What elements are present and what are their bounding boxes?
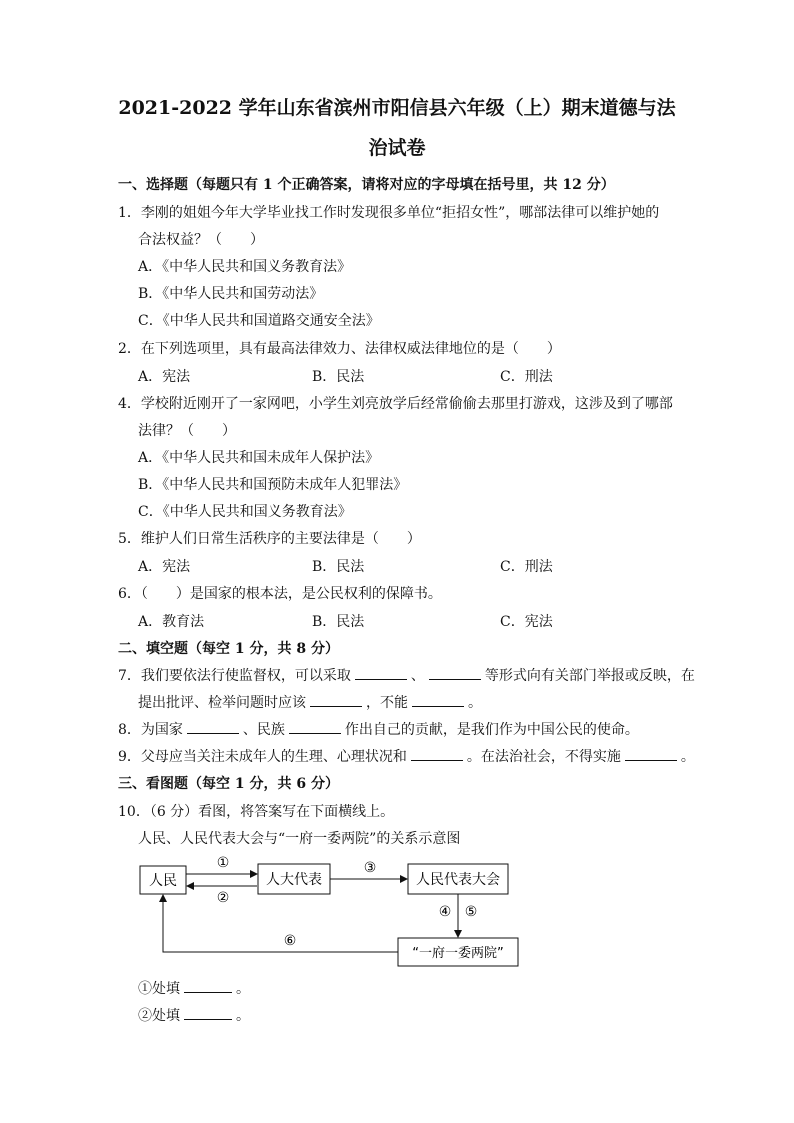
q7-text-2: 、 — [410, 668, 425, 684]
exam-title-line2: 治试卷 — [368, 137, 426, 159]
box-people-label: 人民 — [149, 873, 177, 889]
box-deputies-label: 人大代表 — [266, 872, 322, 888]
q9-blank-1[interactable] — [411, 748, 463, 761]
q7-blank-3[interactable] — [310, 694, 362, 707]
answer-2-period: 。 — [236, 1008, 250, 1024]
q6-option-a: A．教育法 — [138, 614, 205, 630]
q8-text-1: 8．为国家 — [118, 722, 183, 738]
q5-option-a: A．宪法 — [138, 559, 191, 575]
q1-stem-line1: 1．李刚的姐姐今年大学毕业找工作时发现很多单位“拒招女性”，哪部法律可以维护她的 — [118, 205, 660, 221]
q4-option-b: B．《中华人民共和国预防未成年人犯罪法》 — [138, 477, 408, 493]
q8-blank-1[interactable] — [187, 721, 239, 734]
label-2: ② — [216, 890, 230, 906]
q6-option-b: B．民法 — [312, 614, 365, 630]
label-4: ④ — [438, 904, 452, 920]
q7-blank-2[interactable] — [429, 667, 481, 680]
answer-1-period: 。 — [236, 981, 250, 997]
label-5: ⑤ — [464, 904, 478, 920]
q7-text-6: 。 — [468, 695, 482, 711]
answer-line-2 — [138, 1005, 250, 1025]
section2-heading: 二、填空题（每空 1 分，共 8 分） — [118, 641, 339, 657]
box-congress-label: 人民代表大会 — [416, 872, 500, 888]
section3-heading: 三、看图题（每空 1 分，共 6 分） — [118, 776, 339, 792]
diagram-caption: 人民、人民代表大会与“一府一委两院”的关系示意图 — [138, 831, 461, 847]
answer-1-blank[interactable] — [184, 980, 232, 993]
q1-option-b: B．《中华人民共和国劳动法》 — [138, 286, 324, 302]
answer-1-label: ①处填 — [138, 981, 180, 997]
q4-stem-line1: 4．学校附近刚开了一家网吧，小学生刘亮放学后经常偷偷去那里打游戏，这涉及到了哪部 — [118, 396, 673, 412]
label-6: ⑥ — [283, 933, 297, 949]
q9-line — [118, 746, 695, 766]
q2-option-a: A．宪法 — [138, 369, 191, 385]
box-government-label: “一府一委两院” — [412, 946, 504, 961]
q7-line1 — [118, 665, 695, 685]
q1-option-a: A．《中华人民共和国义务教育法》 — [138, 259, 352, 275]
q9-text-1: 9．父母应当关注未成年人的生理、心理状况和 — [118, 749, 407, 765]
q7-text-3: 等形式向有关部门举报或反映，在 — [484, 668, 695, 684]
q8-blank-2[interactable] — [289, 721, 341, 734]
q9-text-2: 。在法治社会，不得实施 — [466, 749, 621, 765]
arrow-government-to-people — [163, 895, 398, 952]
q7-text-1: 7．我们要依法行使监督权，可以采取 — [118, 668, 351, 684]
answer-2-blank[interactable] — [184, 1007, 232, 1020]
q4-option-a: A．《中华人民共和国未成年人保护法》 — [138, 450, 380, 466]
q7-line2 — [138, 692, 482, 712]
q4-stem-line2: 法律？（ ） — [138, 423, 236, 439]
q2-option-b: B．民法 — [312, 369, 365, 385]
q5-option-c: C．刑法 — [500, 559, 553, 575]
relationship-diagram — [130, 850, 530, 975]
answer-2-label: ②处填 — [138, 1008, 180, 1024]
q7-blank-4[interactable] — [412, 694, 464, 707]
q7-text-4: 提出批评、检举问题时应该 — [138, 695, 306, 711]
q7-blank-1[interactable] — [355, 667, 407, 680]
q2-option-c: C．刑法 — [500, 369, 553, 385]
label-1: ① — [216, 855, 230, 871]
q10-stem: 10．（6 分）看图，将答案写在下面横线上。 — [118, 804, 395, 820]
q5-stem: 5．维护人们日常生活秩序的主要法律是（ ） — [118, 531, 421, 547]
q7-text-5: ，不能 — [366, 695, 408, 711]
q8-line — [118, 719, 639, 739]
q2-stem: 2．在下列选项里，具有最高法律效力、法律权威法律地位的是（ ） — [118, 341, 561, 357]
q6-option-c: C．宪法 — [500, 614, 553, 630]
q9-text-3: 。 — [680, 749, 695, 765]
section1-heading: 一、选择题（每题只有 1 个正确答案，请将对应的字母填在括号里，共 12 分） — [118, 177, 615, 193]
q9-blank-2[interactable] — [625, 748, 677, 761]
q8-text-3: 作出自己的贡献，是我们作为中国公民的使命。 — [344, 722, 639, 738]
q1-stem-line2: 合法权益？（ ） — [138, 232, 264, 248]
q8-text-2: 、民族 — [242, 722, 285, 738]
q1-option-c: C．《中华人民共和国道路交通安全法》 — [138, 313, 380, 329]
exam-title-line1: 2021-2022 学年山东省滨州市阳信县六年级（上）期末道德与法 — [118, 97, 676, 119]
q4-option-c: C．《中华人民共和国义务教育法》 — [138, 504, 352, 520]
q6-stem: 6．（ ）是国家的根本法，是公民权利的保障书。 — [118, 586, 442, 602]
q5-option-b: B．民法 — [312, 559, 365, 575]
label-3: ③ — [363, 860, 377, 876]
answer-line-1 — [138, 978, 250, 998]
